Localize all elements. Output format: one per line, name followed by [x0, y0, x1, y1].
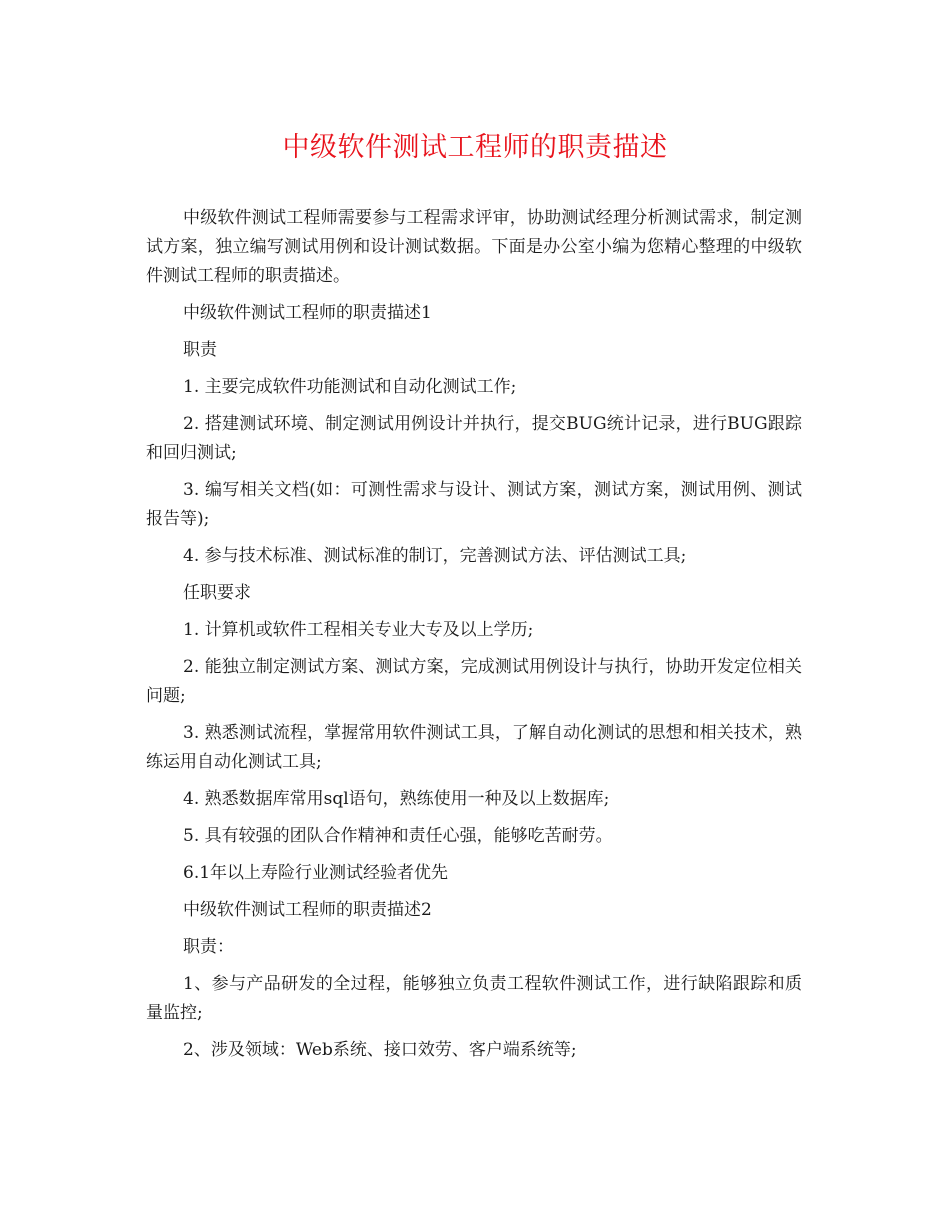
duties-label-1: 职责 [183, 340, 217, 360]
section-heading-1: 中级软件测试工程师的职责描述1 [183, 303, 432, 323]
duty-item-1: 1. 主要完成软件功能测试和自动化测试工作; [183, 377, 517, 397]
requirement-item-4: 4. 熟悉数据库常用sql语句，熟练使用一种及以上数据库; [183, 789, 610, 809]
requirement-item-6: 6.1年以上寿险行业测试经验者优先 [183, 863, 449, 883]
requirement-item-3: 3. 熟悉测试流程，掌握常用软件测试工具，了解自动化测试的思想和相关技术，熟练运用自动化测试工具; [146, 723, 802, 772]
requirement-item-1: 1. 计算机或软件工程相关专业大专及以上学历; [183, 620, 534, 640]
document-body [146, 204, 802, 1073]
requirements-label: 任职要求 [183, 583, 251, 603]
duty-item-3: 3. 编写相关文档(如：可测性需求与设计、测试方案，测试方案，测试用例、测试报告等); [146, 480, 802, 529]
duty-item-2-2: 2、涉及领域：Web系统、接口效劳、客户端系统等; [183, 1040, 577, 1060]
requirement-item-5: 5. 具有较强的团队合作精神和责任心强，能够吃苦耐劳。 [183, 826, 613, 846]
page-title: 中级软件测试工程师的职责描述 [282, 132, 668, 163]
duty-item-2-1: 1、参与产品研发的全过程，能够独立负责工程软件测试工作，进行缺陷跟踪和质量监控; [146, 974, 802, 1023]
requirement-item-2: 2. 能独立制定测试方案、测试方案，完成测试用例设计与执行，协助开发定位相关问题; [146, 657, 802, 706]
section-heading-2: 中级软件测试工程师的职责描述2 [183, 900, 432, 920]
intro-paragraph: 中级软件测试工程师需要参与工程需求评审，协助测试经理分析测试需求，制定测试方案，独立编写测试用例和设计测试数据。下面是办公室小编为您精心整理的中级软件测试工程师的职责描述。 [146, 208, 802, 286]
duty-item-4: 4. 参与技术标准、测试标准的制订，完善测试方法、评估测试工具; [183, 546, 687, 566]
duties-label-2: 职责： [183, 937, 234, 957]
duty-item-2: 2. 搭建测试环境、制定测试用例设计并执行，提交BUG统计记录，进行BUG跟踪和回归测试; [146, 414, 802, 463]
